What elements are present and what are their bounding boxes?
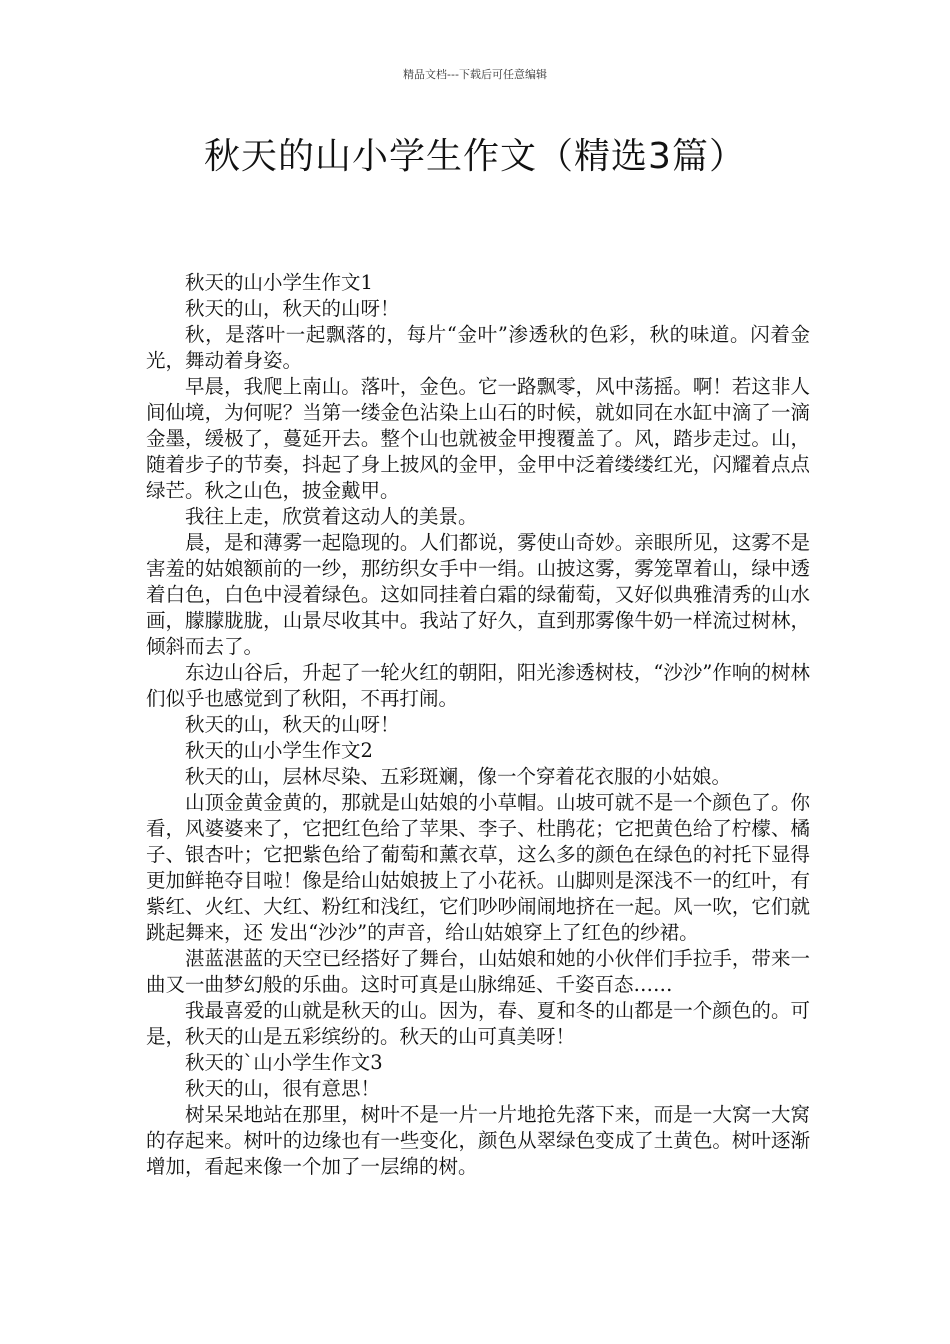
paragraph: 早晨，我爬上南山。落叶，金色。它一路飘零，风中荡摇。啊！若这非人间仙境，为何呢？当第一缕金色沾染上山石的时候，就如同在水缸中滴了一滴金墨，缓极了，蔓延开去。整个山也就被金甲搜覆盖了。风，踏步走过。山，随着步子的节奏，抖起了身上披风的金甲，金甲中泛着缕缕红光，闪耀着点点绿芒。秋之山色，披金戴甲。 <box>146 375 810 502</box>
page-header: 精品文档---下载后可任意编辑 <box>403 68 547 81</box>
document-title: 秋天的山小学生作文（精选3篇） <box>204 136 746 177</box>
paragraph: 秋，是落叶一起飘落的，每片“金叶”渗透秋的色彩，秋的味道。闪着金光，舞动着身姿。 <box>146 323 810 372</box>
paragraph: 树呆呆地站在那里，树叶不是一片一片地抢先落下来，而是一大窝一大窝的存起来。树叶的边缘也有一些变化，颜色从翠绿色变成了土黄色。树叶逐渐增加，看起来像一个加了一层绵的树。 <box>146 1103 810 1178</box>
section-heading-2: 秋天的山小学生作文2 <box>185 739 373 762</box>
paragraph: 秋天的山，很有意思！ <box>185 1077 381 1100</box>
paragraph: 秋天的山，秋天的山呀！ <box>185 713 400 736</box>
paragraph: 秋天的山，层林尽染、五彩斑斓，像一个穿着花衣服的小姑娘。 <box>185 765 732 788</box>
paragraph: 我往上走，欣赏着这动人的美景。 <box>185 505 478 528</box>
paragraph: 晨，是和薄雾一起隐现的。人们都说，雾使山奇妙。亲眼所见，这雾不是害羞的姑娘额前的一纱，那纺织女手中一绢。山披这雾，雾笼罩着山，绿中透着白色，白色中浸着绿色。这如同挂着白霜的绿葡萄，又好似典雅清秀的山水画，朦朦胧胧，山景尽收其中。我站了好久，直到那雾像牛奶一样流过树林，倾斜而去了。 <box>146 531 810 658</box>
section-heading-3: 秋天的`山小学生作文3 <box>185 1051 383 1074</box>
paragraph: 湛蓝湛蓝的天空已经搭好了舞台，山姑娘和她的小伙伴们手拉手，带来一曲又一曲梦幻般的乐曲。这时可真是山脉绵延、千姿百态…… <box>146 947 810 996</box>
paragraph: 山顶金黄金黄的，那就是山姑娘的小草帽。山坡可就不是一个颜色了。你看，风婆婆来了，它把红色给了苹果、李子、杜鹃花；它把黄色给了柠檬、橘子、银杏叶；它把紫色给了葡萄和薰衣草，这么多的颜色在绿色的衬托下显得更加鲜艳夺目啦！像是给山姑娘披上了小花袄。山脚则是深浅不一的红叶，有紫红、火红、大红、粉红和浅红，它们吵吵闹闹地挤在一起。风一吹，它们就跳起舞来，还 发出“沙沙”的声音，给山姑娘穿上了红色的纱裙。 <box>146 791 810 944</box>
paragraph: 东边山谷后，升起了一轮火红的朝阳，阳光渗透树枝，“沙沙”作响的树林们似乎也感觉到了秋阳，不再打闹。 <box>146 661 810 710</box>
document-body <box>146 270 810 1180</box>
paragraph: 秋天的山，秋天的山呀！ <box>185 297 400 320</box>
section-heading-1: 秋天的山小学生作文1 <box>185 271 373 294</box>
paragraph: 我最喜爱的山就是秋天的山。因为，春、夏和冬的山都是一个颜色的。可是，秋天的山是五彩缤纷的。秋天的山可真美呀！ <box>146 999 810 1048</box>
